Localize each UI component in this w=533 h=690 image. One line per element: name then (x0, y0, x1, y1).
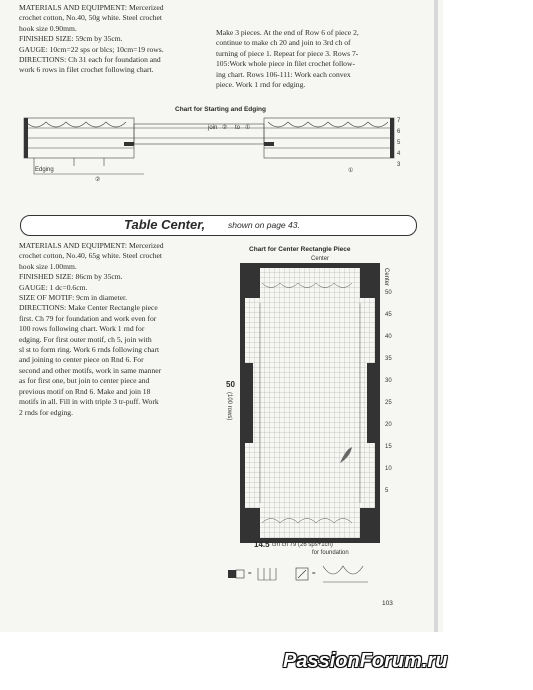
row-number: 10 (385, 466, 392, 472)
text-line: crochet cotton, No.40, 50g white. Steel crochet (19, 13, 162, 23)
text-line: ing chart. Rows 106-111: Work each convex (216, 69, 351, 79)
row-number: 7 (397, 118, 401, 124)
foundation-label: for foundation (312, 550, 349, 556)
edging-label: Edging (35, 167, 54, 173)
watermark: PassionForum.ru (283, 650, 448, 672)
center-rectangle-chart (240, 263, 380, 543)
width-measure: 14.5 (254, 540, 270, 549)
text-line: previous motif on Rnd 6. Make and join 18 (19, 386, 151, 396)
page-margin (443, 0, 533, 690)
text-line: piece. Work 1 rnd for edging. (216, 80, 306, 90)
row-number: 20 (385, 422, 392, 428)
to-label: to (235, 125, 241, 131)
row-number: 6 (397, 129, 401, 135)
text-line: DIRECTIONS: Make Center Rectangle piece (19, 303, 158, 313)
section-subtitle: shown on page 43. (228, 220, 300, 230)
row-number: 4 (397, 151, 401, 157)
text-line: motifs in all. Fill in with triple 3 tr-puff. Work (19, 397, 159, 407)
text-line: 2 rnds for edging. (19, 407, 73, 417)
text-line: continue to make ch 20 and join to 3rd ch of (216, 38, 351, 48)
text-line: and joining to center piece on Rnd 6. For (19, 355, 144, 365)
row-number: 50 (385, 290, 392, 296)
text-line: Make 3 pieces. At the end of Row 6 of piece 2, (216, 28, 359, 37)
piece-1-bottom-marker: ① (348, 168, 354, 174)
text-line: as for first one, but join to center piece and (19, 376, 150, 386)
row-number: 40 (385, 334, 392, 340)
text-line: turning of piece 1. Repeat for piece 3. Rows 7- (216, 48, 359, 58)
row-number: 35 (385, 356, 392, 362)
text-line: 105:Work whole piece in filet crochet follow- (216, 59, 355, 69)
page-number: 103 (382, 600, 393, 607)
row-number: 30 (385, 378, 392, 384)
piece-1-marker: ① (245, 125, 251, 131)
table-center-instructions (19, 241, 164, 418)
page-binding-shadow (434, 0, 438, 632)
text-line: FINISHED SIZE: 86cm by 35cm. (19, 272, 123, 282)
center-row-numbers (385, 282, 392, 502)
text-line: first. Ch 79 for foundation and work even for (19, 313, 157, 323)
piece-2-bottom-marker: ② (95, 177, 101, 183)
text-line: MATERIALS AND EQUIPMENT: Mercerized (19, 241, 164, 250)
center-chart-title: Chart for Center Rectangle Piece (249, 246, 351, 253)
row-number: 5 (397, 140, 401, 146)
piece-2-marker: ② (222, 125, 228, 131)
height-measure: 50 (226, 380, 235, 389)
text-line: SIZE OF MOTIF: 9cm in diameter. (19, 293, 127, 303)
text-line: GAUGE: 1 dc=0.6cm. (19, 282, 88, 292)
row-number: 25 (385, 400, 392, 406)
center-top-label: Center (311, 256, 330, 262)
text-line: FINISHED SIZE: 59cm by 35cm. (19, 34, 123, 44)
top-right-instructions (216, 28, 359, 90)
row-number: 5 (385, 488, 389, 494)
text-line: GAUGE: 10cm=22 sps or blcs; 10cm=19 rows. (19, 44, 164, 54)
text-line: sl st to form ring. Work 6 rnds following chart (19, 345, 160, 355)
row-number: 15 (385, 444, 392, 450)
text-line: crochet cotton, No.40, 65g white. Steel crochet (19, 251, 162, 261)
text-line: MATERIALS AND EQUIPMENT: Mercerized (19, 3, 164, 12)
width-stitches: cm ch 79 (26 sps+1ch) (272, 542, 333, 548)
row-number: 3 (397, 162, 401, 168)
legend-equals-2: = (312, 571, 316, 577)
center-side-label: Center (383, 268, 389, 287)
text-line: edging. For first outer motif, ch 5, join with (19, 334, 152, 344)
text-line: work 6 rows in filet crochet following chart. (19, 65, 154, 75)
legend-equals: = (248, 571, 252, 577)
text-line: second and other motifs, work in same manner (19, 365, 162, 375)
height-rows: (100 rows) (226, 392, 232, 421)
row-number: 45 (385, 312, 392, 318)
text-line: 100 rows following chart. Work 1 rnd for (19, 324, 145, 334)
edging-row-numbers (397, 116, 400, 171)
text-line: DIRECTIONS: Ch 31 each for foundation and (19, 55, 161, 65)
section-title: Table Center, (124, 217, 206, 232)
text-line: hook size 0.90mm. (19, 23, 77, 33)
text-line: hook size 1.00mm. (19, 261, 77, 271)
section-banner (20, 215, 417, 236)
join-label: join (208, 125, 218, 131)
top-left-instructions (19, 3, 164, 76)
edging-chart-title: Chart for Starting and Edging (175, 106, 266, 113)
